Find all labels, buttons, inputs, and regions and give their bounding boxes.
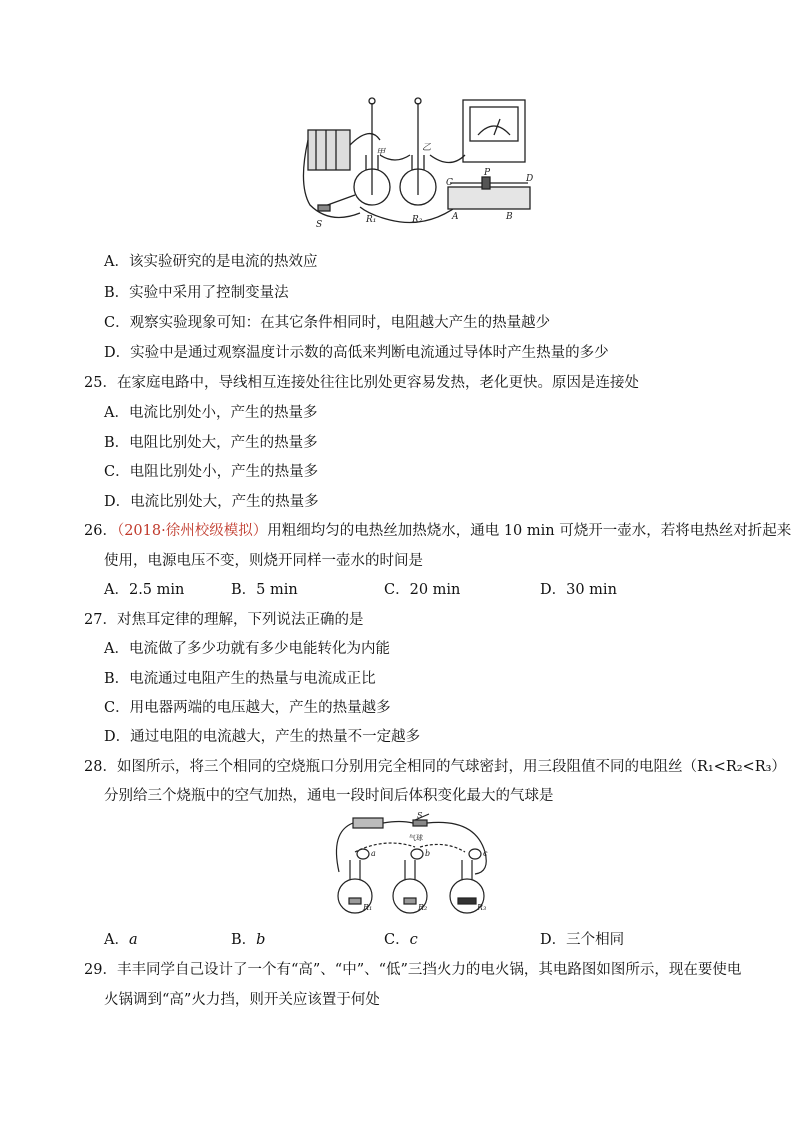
q25-option-d: D．电流比别处大，产生的热量多 <box>104 494 319 510</box>
q27-option-a: A．电流做了多少功就有多少电能转化为内能 <box>104 641 390 657</box>
fig2-label-s: S <box>417 812 423 820</box>
q28-option-c <box>384 930 418 950</box>
label-s: S <box>316 220 323 230</box>
fig2-label-a: a <box>371 849 376 858</box>
label-p: P <box>484 168 491 178</box>
q27-option-c: C．用电器两端的电压越大，产生的热量越多 <box>104 700 391 716</box>
label-yi: 乙 <box>422 143 432 153</box>
q28-option-b <box>231 930 265 950</box>
label-r1: R₁ <box>366 215 377 225</box>
fig2-label-r1: R₁ <box>363 903 373 912</box>
q24-option-b: B．实验中采用了控制变量法 <box>104 285 289 301</box>
q26-stem-line1 <box>84 521 791 541</box>
q27-option-d: D．通过电阻的电流越大，产生的热量不一定越多 <box>104 729 421 745</box>
q28-option-d <box>540 930 624 950</box>
q28-option-c-prefix: C． <box>384 932 410 948</box>
q28-stem-line1: 28．如图所示，将三个相同的空烧瓶口分别用完全相同的气球密封，用三段阻值不同的电阻丝（R₁<R₂<R₃） <box>84 759 786 775</box>
label-d: D <box>526 174 534 184</box>
q26-option-c: C．20 min <box>384 582 461 598</box>
q28-option-a-value: a <box>128 932 138 948</box>
fig2-label-r3: R₃ <box>477 903 487 912</box>
q29-stem-line2: 火锅调到“高”火力挡，则开关应该置于何处 <box>104 992 380 1008</box>
q28-option-d-prefix: D． <box>540 932 567 948</box>
q29-stem-line1: 29．丰丰同学自己设计了一个有“高”、“中”、“低”三挡火力的电火锅，其电路图如图所示，现在要使电 <box>84 962 742 978</box>
q26-stem-line2: 使用，电源电压不变，则烧开同样一壶水的时间是 <box>104 553 423 569</box>
q25-option-b: B．电阻比别处大，产生的热量多 <box>104 435 318 451</box>
label-r2: R₂ <box>412 215 423 225</box>
label-a: A <box>452 212 459 222</box>
label-jia: 甲 <box>376 148 386 158</box>
three-flask-figure <box>325 812 495 920</box>
q25-option-a: A．电流比别处小，产生的热量多 <box>104 405 318 421</box>
q27-option-b: B．电流通过电阻产生的热量与电流成正比 <box>104 671 376 687</box>
q27-stem: 27．对焦耳定律的理解，下列说法正确的是 <box>84 612 364 628</box>
q28-option-c-value: c <box>409 932 418 948</box>
q26-source-tag: （2018·徐州校级模拟） <box>116 523 268 539</box>
q28-option-d-value: 三个相同 <box>566 932 625 948</box>
q24-option-d: D．实验中是通过观察温度计示数的高低来判断电流通过导体时产生热量的多少 <box>104 345 609 361</box>
q26-number: 26． <box>84 523 117 539</box>
q24-option-c: C．观察实验现象可知：在其它条件相同时，电阻越大产生的热量越少 <box>104 315 551 331</box>
q26-option-d: D．30 min <box>540 582 617 598</box>
q25-stem: 25．在家庭电路中，导线相互连接处往往比别处更容易发热，老化更快。原因是连接处 <box>84 375 639 391</box>
fig2-label-b: b <box>425 849 431 858</box>
q26-option-b: B．5 min <box>231 582 298 598</box>
fig2-label-r2: R₂ <box>418 903 428 912</box>
label-c: C <box>446 178 453 188</box>
q28-option-a <box>104 930 138 950</box>
q28-option-a-prefix: A． <box>104 932 129 948</box>
fig2-label-balloon: 气球 <box>409 834 423 842</box>
fig2-label-c: c <box>483 849 488 858</box>
q28-option-b-value: b <box>256 932 266 948</box>
joule-experiment-figure <box>300 95 540 235</box>
label-b: B <box>506 212 513 222</box>
q25-option-c: C．电阻比别处小，产生的热量多 <box>104 464 319 480</box>
q28-stem-line2: 分别给三个烧瓶中的空气加热，通电一段时间后体积变化最大的气球是 <box>104 788 554 804</box>
q24-option-a: A．该实验研究的是电流的热效应 <box>104 254 318 270</box>
q28-option-b-prefix: B． <box>231 932 257 948</box>
q26-stem-text: 用粗细均匀的电热丝加热烧水，通电 10 min 可烧开一壶水，若将电热丝对折起来 <box>267 523 792 539</box>
q26-option-a: A．2.5 min <box>104 582 185 598</box>
